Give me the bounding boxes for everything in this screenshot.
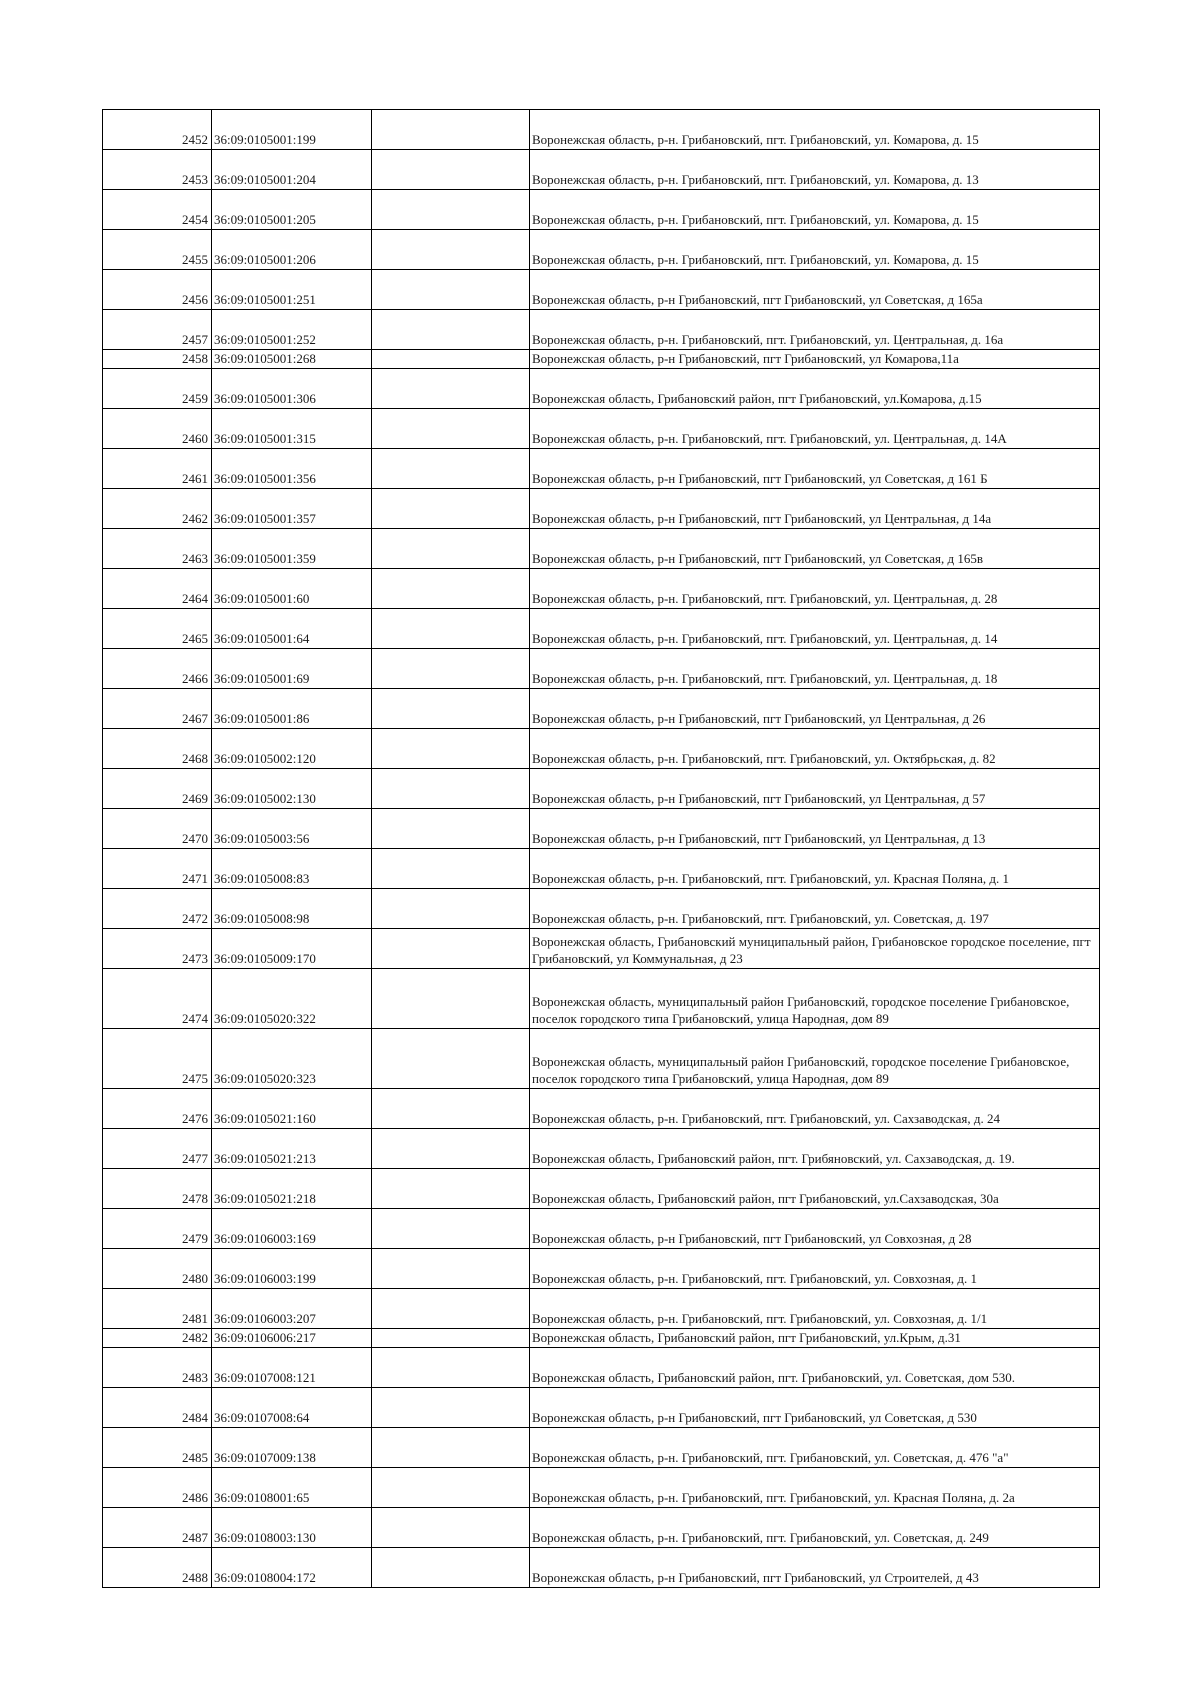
row-number: 2476 — [103, 1089, 212, 1129]
table-row — [103, 1329, 1100, 1348]
row-number: 2480 — [103, 1249, 212, 1289]
table-row — [103, 1548, 1100, 1588]
empty-cell — [372, 889, 530, 929]
row-number: 2454 — [103, 190, 212, 230]
address-cell: Воронежская область, р-н. Грибановский, пгт. Грибановский, ул. Красная Поляна, д. 1 — [530, 849, 1100, 889]
empty-cell — [372, 1169, 530, 1209]
table-row — [103, 889, 1100, 929]
table-row — [103, 270, 1100, 310]
row-number: 2464 — [103, 569, 212, 609]
address-cell: Воронежская область, р-н. Грибановский, пгт. Грибановский, ул. Центральная, д. 18 — [530, 649, 1100, 689]
address-cell: Воронежская область, Грибановский район, пгт. Грибановский, ул. Советская, дом 530. — [530, 1348, 1100, 1388]
cadastral-number: 36:09:0105002:130 — [212, 769, 372, 809]
empty-cell — [372, 929, 530, 969]
row-number: 2486 — [103, 1468, 212, 1508]
cadastral-number: 36:09:0105001:199 — [212, 110, 372, 150]
table-row — [103, 1169, 1100, 1209]
table-row — [103, 769, 1100, 809]
row-number: 2455 — [103, 230, 212, 270]
row-number: 2470 — [103, 809, 212, 849]
empty-cell — [372, 1249, 530, 1289]
cadastral-number: 36:09:0106003:199 — [212, 1249, 372, 1289]
empty-cell — [372, 1388, 530, 1428]
address-cell: Воронежская область, р-н. Грибановский, пгт. Грибановский, ул. Красная Поляна, д. 2а — [530, 1468, 1100, 1508]
table-row — [103, 1089, 1100, 1129]
table-row — [103, 190, 1100, 230]
row-number: 2473 — [103, 929, 212, 969]
empty-cell — [372, 689, 530, 729]
address-cell: Воронежская область, р-н Грибановский, пгт Грибановский, ул Советская, д 165а — [530, 270, 1100, 310]
address-cell: Воронежская область, Грибановский район, пгт. Грибяновский, ул. Сахзаводская, д. 19. — [530, 1129, 1100, 1169]
empty-cell — [372, 449, 530, 489]
empty-cell — [372, 1508, 530, 1548]
row-number: 2471 — [103, 849, 212, 889]
empty-cell — [372, 649, 530, 689]
cadastral-number: 36:09:0105020:322 — [212, 969, 372, 1029]
address-cell: Воронежская область, р-н. Грибановский, пгт. Грибановский, ул. Совхозная, д. 1/1 — [530, 1289, 1100, 1329]
row-number: 2479 — [103, 1209, 212, 1249]
table-row — [103, 110, 1100, 150]
empty-cell — [372, 1468, 530, 1508]
table-row — [103, 449, 1100, 489]
row-number: 2466 — [103, 649, 212, 689]
table-row — [103, 609, 1100, 649]
row-number: 2475 — [103, 1029, 212, 1089]
table-row — [103, 1249, 1100, 1289]
table-row — [103, 1129, 1100, 1169]
empty-cell — [372, 1329, 530, 1348]
cadastral-number: 36:09:0105020:323 — [212, 1029, 372, 1089]
cadastral-number: 36:09:0107009:138 — [212, 1428, 372, 1468]
table-row — [103, 230, 1100, 270]
cadastral-number: 36:09:0106006:217 — [212, 1329, 372, 1348]
empty-cell — [372, 769, 530, 809]
row-number: 2463 — [103, 529, 212, 569]
table-body — [103, 110, 1100, 1588]
cadastral-number: 36:09:0105001:205 — [212, 190, 372, 230]
empty-cell — [372, 849, 530, 889]
row-number: 2474 — [103, 969, 212, 1029]
table-row — [103, 929, 1100, 969]
address-cell: Воронежская область, р-н. Грибановский, пгт. Грибановский, ул. Совхозная, д. 1 — [530, 1249, 1100, 1289]
cadastral-number: 36:09:0105021:213 — [212, 1129, 372, 1169]
table-row — [103, 809, 1100, 849]
address-cell: Воронежская область, р-н. Грибановский, пгт. Грибановский, ул. Комарова, д. 15 — [530, 110, 1100, 150]
cadastral-number: 36:09:0105009:170 — [212, 929, 372, 969]
table-row — [103, 1209, 1100, 1249]
table-row — [103, 849, 1100, 889]
cadastral-number: 36:09:0108004:172 — [212, 1548, 372, 1588]
empty-cell — [372, 1209, 530, 1249]
empty-cell — [372, 350, 530, 369]
table-row — [103, 369, 1100, 409]
cadastral-number: 36:09:0107008:64 — [212, 1388, 372, 1428]
row-number: 2462 — [103, 489, 212, 529]
empty-cell — [372, 1428, 530, 1468]
address-cell: Воронежская область, Грибановский район, пгт Грибановский, ул.Сахзаводская, 30а — [530, 1169, 1100, 1209]
empty-cell — [372, 190, 530, 230]
row-number: 2469 — [103, 769, 212, 809]
cadastral-number: 36:09:0108003:130 — [212, 1508, 372, 1548]
empty-cell — [372, 609, 530, 649]
address-cell: Воронежская область, р-н Грибановский, пгт Грибановский, ул Центральная, д 13 — [530, 809, 1100, 849]
address-cell: Воронежская область, р-н. Грибановский, пгт. Грибановский, ул. Центральная, д. 16а — [530, 310, 1100, 350]
cadastral-number: 36:09:0105001:60 — [212, 569, 372, 609]
address-cell: Воронежская область, р-н. Грибановский, пгт. Грибановский, ул. Центральная, д. 28 — [530, 569, 1100, 609]
empty-cell — [372, 809, 530, 849]
address-cell: Воронежская область, Грибановский район, пгт Грибановский, ул.Комарова, д.15 — [530, 369, 1100, 409]
table-row — [103, 489, 1100, 529]
empty-cell — [372, 270, 530, 310]
table-row — [103, 969, 1100, 1029]
cadastral-number: 36:09:0105003:56 — [212, 809, 372, 849]
address-cell: Воронежская область, р-н Грибановский, пгт Грибановский, ул Строителей, д 43 — [530, 1548, 1100, 1588]
cadastral-number: 36:09:0105001:64 — [212, 609, 372, 649]
empty-cell — [372, 1348, 530, 1388]
empty-cell — [372, 110, 530, 150]
row-number: 2453 — [103, 150, 212, 190]
table-row — [103, 529, 1100, 569]
empty-cell — [372, 1289, 530, 1329]
cadastral-number: 36:09:0105001:251 — [212, 270, 372, 310]
table-row — [103, 350, 1100, 369]
table-row — [103, 569, 1100, 609]
row-number: 2468 — [103, 729, 212, 769]
table-row — [103, 1029, 1100, 1089]
table-row — [103, 729, 1100, 769]
address-cell: Воронежская область, р-н Грибановский, пгт Грибановский, ул Советская, д 161 Б — [530, 449, 1100, 489]
cadastral-number: 36:09:0105001:69 — [212, 649, 372, 689]
table-row — [103, 1388, 1100, 1428]
table-row — [103, 1289, 1100, 1329]
cadastral-number: 36:09:0105002:120 — [212, 729, 372, 769]
row-number: 2452 — [103, 110, 212, 150]
empty-cell — [372, 230, 530, 270]
table-row — [103, 689, 1100, 729]
address-cell: Воронежская область, муниципальный район Грибановский, городское поселение Грибановское, поселок городского типа Грибановский, улица Народная, дом 89 — [530, 1029, 1100, 1089]
address-cell: Воронежская область, р-н. Грибановский, пгт. Грибановский, ул. Комарова, д. 15 — [530, 190, 1100, 230]
cadastral-number: 36:09:0105001:356 — [212, 449, 372, 489]
address-cell: Воронежская область, р-н Грибановский, пгт Грибановский, ул Советская, д 530 — [530, 1388, 1100, 1428]
table-row — [103, 1348, 1100, 1388]
empty-cell — [372, 409, 530, 449]
cadastral-number: 36:09:0105001:206 — [212, 230, 372, 270]
address-cell: Воронежская область, Грибановский муниципальный район, Грибановское городское поселение, пгт Грибановский, ул Коммунальная, д 23 — [530, 929, 1100, 969]
address-cell: Воронежская область, р-н. Грибановский, пгт. Грибановский, ул. Советская, д. 476 "а" — [530, 1428, 1100, 1468]
cadastral-number: 36:09:0106003:169 — [212, 1209, 372, 1249]
table-row — [103, 1428, 1100, 1468]
address-cell: Воронежская область, р-н. Грибановский, пгт. Грибановский, ул. Комарова, д. 15 — [530, 230, 1100, 270]
row-number: 2472 — [103, 889, 212, 929]
cadastral-number: 36:09:0107008:121 — [212, 1348, 372, 1388]
address-cell: Воронежская область, р-н. Грибановский, пгт. Грибановский, ул. Советская, д. 197 — [530, 889, 1100, 929]
cadastral-number: 36:09:0105021:218 — [212, 1169, 372, 1209]
empty-cell — [372, 969, 530, 1029]
cadastral-number: 36:09:0105001:357 — [212, 489, 372, 529]
row-number: 2485 — [103, 1428, 212, 1468]
row-number: 2456 — [103, 270, 212, 310]
row-number: 2484 — [103, 1388, 212, 1428]
address-cell: Воронежская область, р-н. Грибановский, пгт. Грибановский, ул. Октябрьская, д. 82 — [530, 729, 1100, 769]
table-row — [103, 1508, 1100, 1548]
row-number: 2465 — [103, 609, 212, 649]
cadastral-number: 36:09:0105001:268 — [212, 350, 372, 369]
row-number: 2482 — [103, 1329, 212, 1348]
empty-cell — [372, 310, 530, 350]
address-cell: Воронежская область, р-н Грибановский, пгт Грибановский, ул Центральная, д 14а — [530, 489, 1100, 529]
table-row — [103, 150, 1100, 190]
row-number: 2457 — [103, 310, 212, 350]
table-row — [103, 409, 1100, 449]
cadastral-number: 36:09:0105021:160 — [212, 1089, 372, 1129]
empty-cell — [372, 729, 530, 769]
empty-cell — [372, 1129, 530, 1169]
cadastral-number: 36:09:0105008:83 — [212, 849, 372, 889]
row-number: 2460 — [103, 409, 212, 449]
cadastral-number: 36:09:0105001:204 — [212, 150, 372, 190]
cadastral-number: 36:09:0108001:65 — [212, 1468, 372, 1508]
row-number: 2477 — [103, 1129, 212, 1169]
address-cell: Воронежская область, р-н. Грибановский, пгт. Грибановский, ул. Сахзаводская, д. 24 — [530, 1089, 1100, 1129]
address-cell: Воронежская область, муниципальный район Грибановский, городское поселение Грибановское, поселок городского типа Грибановский, улица Народная, дом 89 — [530, 969, 1100, 1029]
row-number: 2481 — [103, 1289, 212, 1329]
cadastral-number: 36:09:0105008:98 — [212, 889, 372, 929]
address-cell: Воронежская область, р-н Грибановский, пгт Грибановский, ул Центральная, д 57 — [530, 769, 1100, 809]
row-number: 2461 — [103, 449, 212, 489]
empty-cell — [372, 1029, 530, 1089]
row-number: 2487 — [103, 1508, 212, 1548]
address-cell: Воронежская область, р-н Грибановский, пгт Грибановский, ул Комарова,11а — [530, 350, 1100, 369]
cadastral-number: 36:09:0105001:252 — [212, 310, 372, 350]
cadastral-number: 36:09:0105001:315 — [212, 409, 372, 449]
table-row — [103, 649, 1100, 689]
address-cell: Воронежская область, р-н Грибановский, пгт Грибановский, ул Совхозная, д 28 — [530, 1209, 1100, 1249]
cadastral-number: 36:09:0106003:207 — [212, 1289, 372, 1329]
address-cell: Воронежская область, Грибановский район, пгт Грибановский, ул.Крым, д.31 — [530, 1329, 1100, 1348]
address-cell: Воронежская область, р-н. Грибановский, пгт. Грибановский, ул. Центральная, д. 14 — [530, 609, 1100, 649]
empty-cell — [372, 1089, 530, 1129]
empty-cell — [372, 569, 530, 609]
address-cell: Воронежская область, р-н Грибановский, пгт Грибановский, ул Центральная, д 26 — [530, 689, 1100, 729]
table-row — [103, 1468, 1100, 1508]
address-cell: Воронежская область, р-н. Грибановский, пгт. Грибановский, ул. Центральная, д. 14А — [530, 409, 1100, 449]
row-number: 2458 — [103, 350, 212, 369]
row-number: 2488 — [103, 1548, 212, 1588]
property-table — [102, 109, 1100, 1588]
empty-cell — [372, 150, 530, 190]
cadastral-number: 36:09:0105001:306 — [212, 369, 372, 409]
empty-cell — [372, 1548, 530, 1588]
cadastral-number: 36:09:0105001:359 — [212, 529, 372, 569]
empty-cell — [372, 489, 530, 529]
address-cell: Воронежская область, р-н Грибановский, пгт Грибановский, ул Советская, д 165в — [530, 529, 1100, 569]
row-number: 2459 — [103, 369, 212, 409]
empty-cell — [372, 369, 530, 409]
address-cell: Воронежская область, р-н. Грибановский, пгт. Грибановский, ул. Советская, д. 249 — [530, 1508, 1100, 1548]
table-row — [103, 310, 1100, 350]
empty-cell — [372, 529, 530, 569]
row-number: 2478 — [103, 1169, 212, 1209]
row-number: 2483 — [103, 1348, 212, 1388]
row-number: 2467 — [103, 689, 212, 729]
cadastral-number: 36:09:0105001:86 — [212, 689, 372, 729]
address-cell: Воронежская область, р-н. Грибановский, пгт. Грибановский, ул. Комарова, д. 13 — [530, 150, 1100, 190]
